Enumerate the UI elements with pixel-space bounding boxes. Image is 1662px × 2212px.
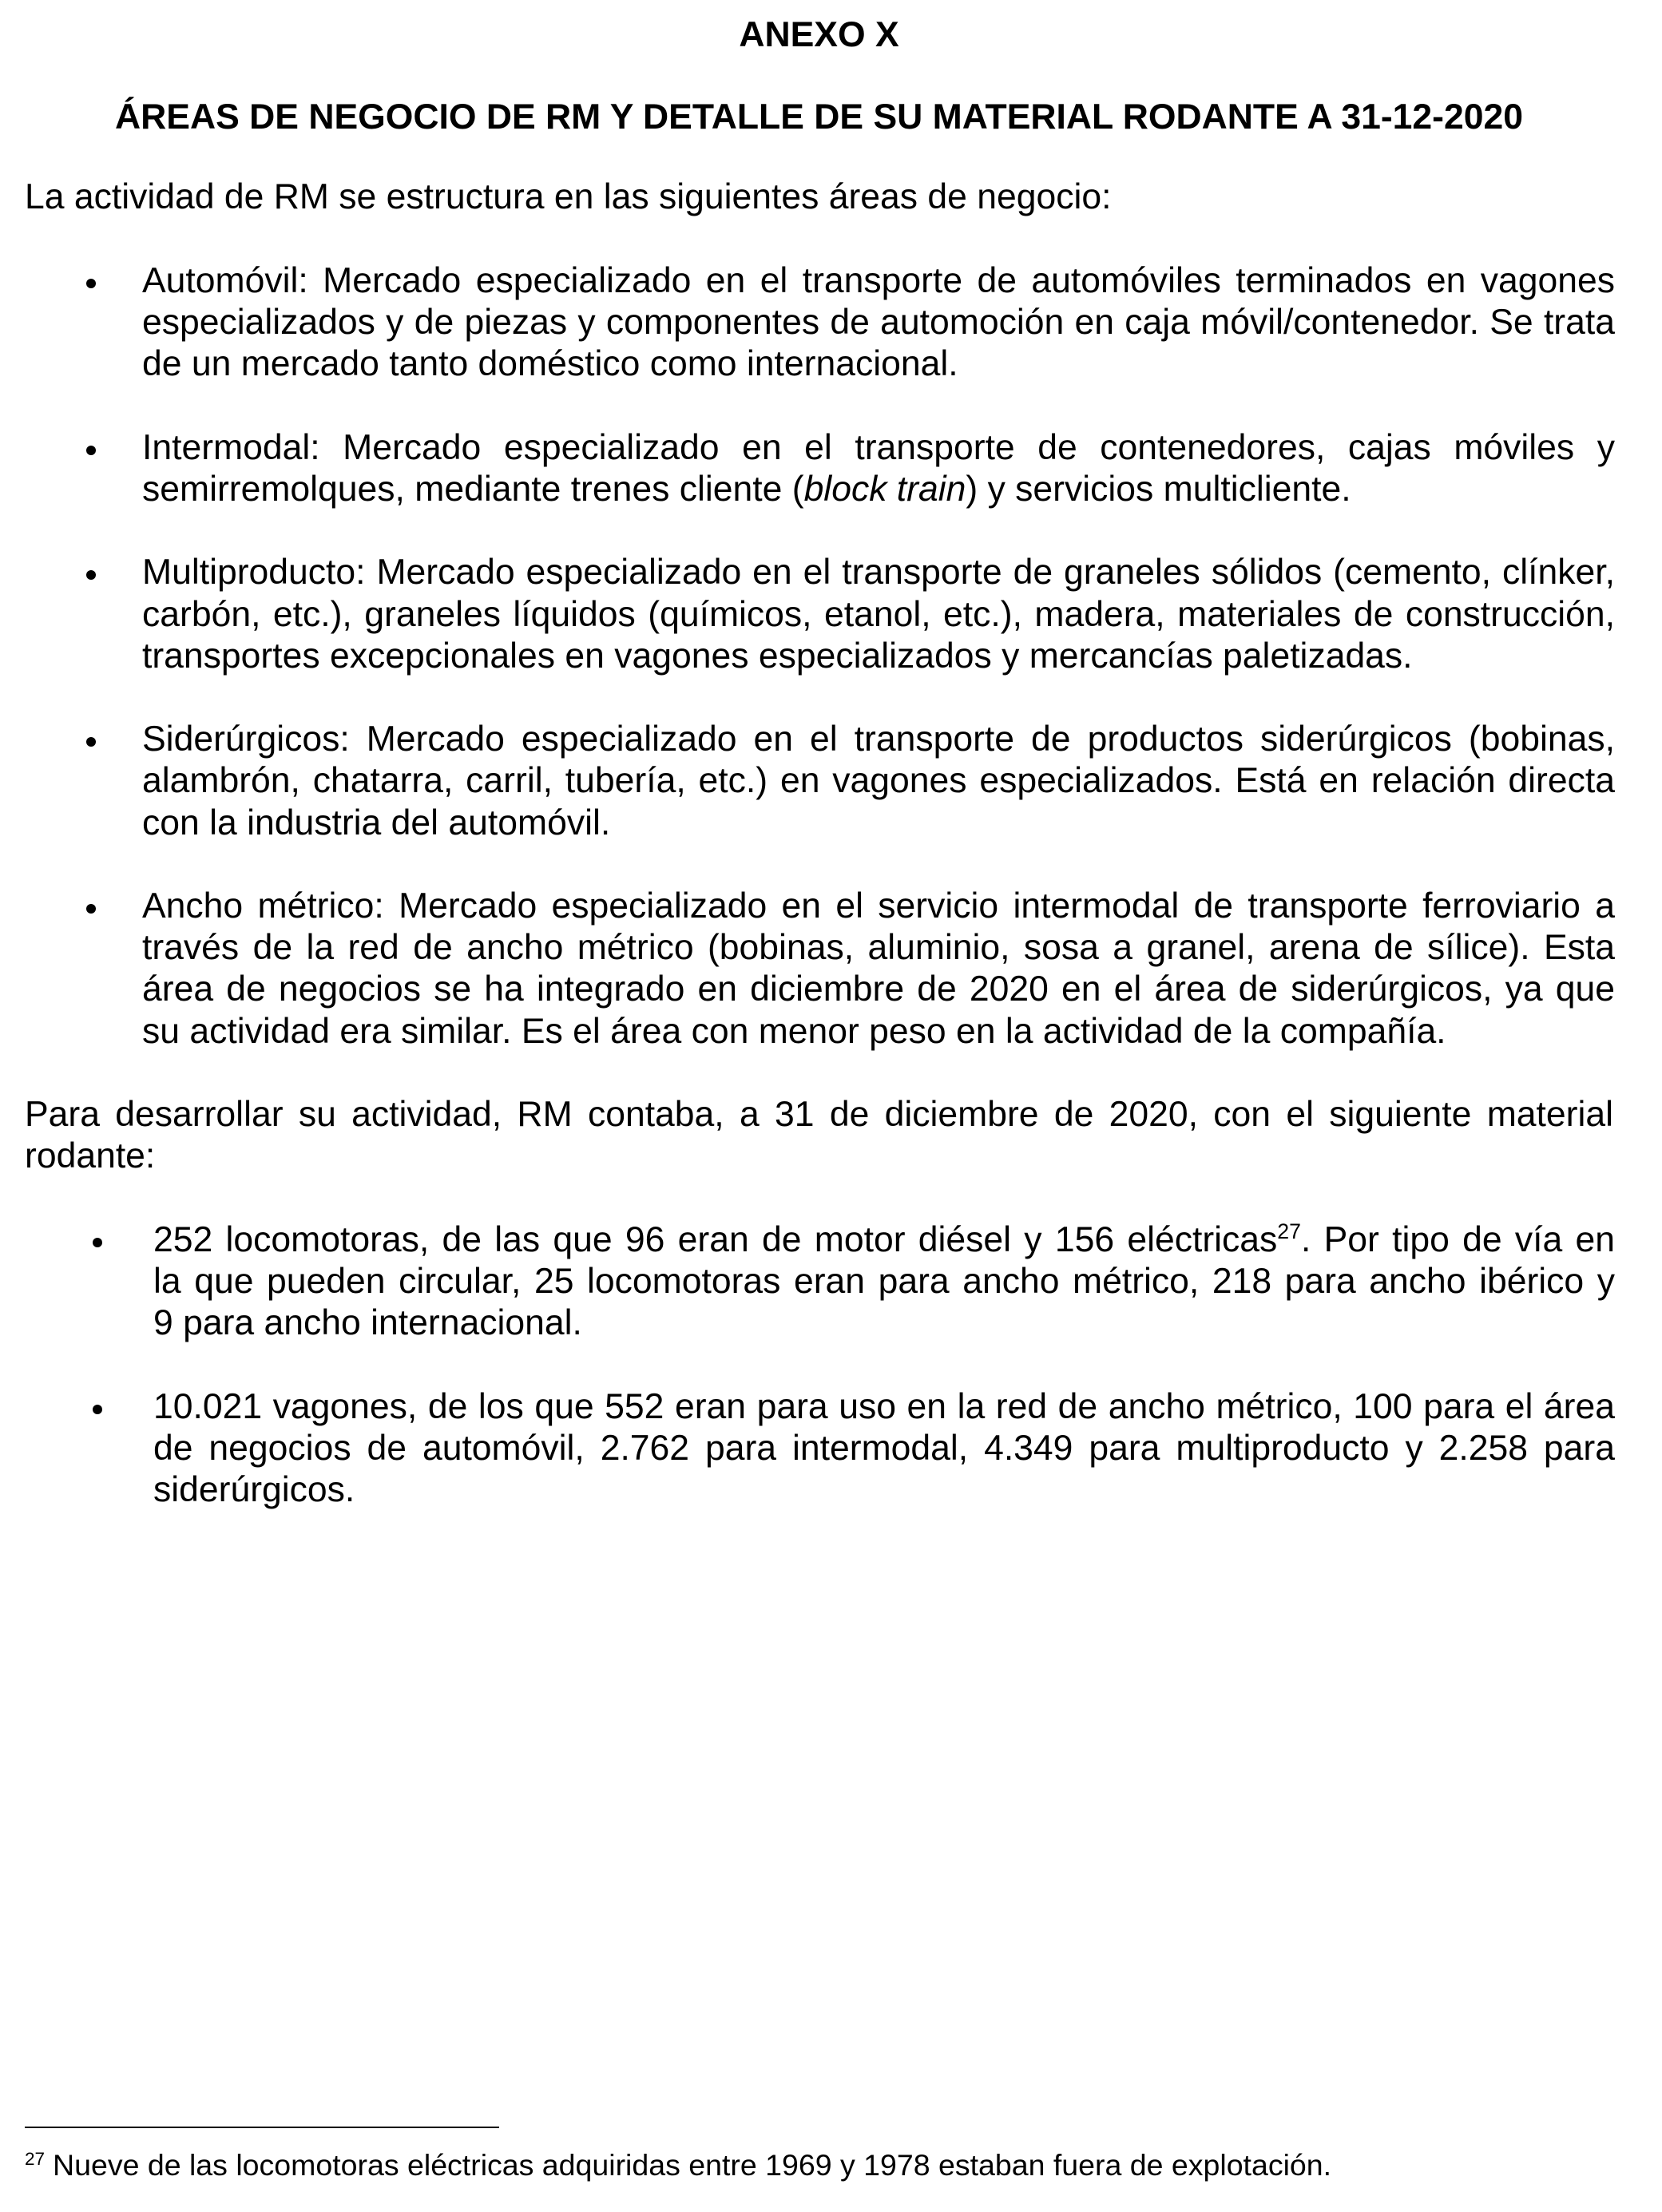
text-segment: semirremolques, mediante trenes cliente (	[142, 470, 804, 509]
text-line: Ancho métrico: Mercado especializado en el servicio intermodal de transporte ferroviario a	[142, 886, 1615, 926]
text-line	[142, 469, 1615, 510]
footnote-reference: 27	[1277, 1219, 1301, 1244]
annex-label: ANEXO X	[739, 15, 899, 54]
rolling-stock-wagons	[153, 1386, 1615, 1512]
business-area-multiproducto	[142, 552, 1615, 677]
footnote-separator	[25, 2127, 499, 2128]
text-line: carbón, etc.), graneles líquidos (químicos, etanol, etc.), madera, materiales de construcción,	[142, 594, 1615, 634]
bullet-icon	[86, 737, 96, 747]
text-line	[153, 1219, 1615, 1261]
text-line: Intermodal: Mercado especializado en el transporte de contenedores, cajas móviles y	[142, 427, 1615, 467]
footnote-text: Nueve de las locomotoras eléctricas adquiridas entre 1969 y 1978 estaban fuera de explotación.	[53, 2148, 1332, 2182]
text-segment: ) y servicios multicliente.	[966, 470, 1351, 509]
text-line: rodante:	[25, 1136, 156, 1176]
italic-term: block train	[803, 470, 966, 509]
text-line: Automóvil: Mercado especializado en el transporte de automóviles terminados en vagones	[142, 261, 1615, 300]
text-line: de un mercado tanto doméstico como internacional.	[142, 344, 958, 384]
text-line: 9 para ancho internacional.	[153, 1303, 582, 1343]
text-line: través de la red de ancho métrico (bobinas, aluminio, sosa a granel, arena de sílice). Esta	[142, 928, 1615, 968]
text-line: Para desarrollar su actividad, RM contaba, a 31 de diciembre de 2020, con el siguiente material	[25, 1095, 1613, 1134]
bullet-icon	[93, 1238, 102, 1247]
bullet-icon	[86, 570, 96, 580]
text-line: área de negocios se ha integrado en diciembre de 2020 en el área de siderúrgicos, ya que	[142, 969, 1615, 1009]
rolling-stock-locomotives	[153, 1219, 1615, 1345]
text-segment: 252 locomotoras, de las que 96 eran de motor diésel y 156 eléctricas	[153, 1220, 1278, 1259]
footnote	[25, 2148, 1331, 2182]
text-line: su actividad era similar. Es el área con menor peso en la actividad de la compañía.	[142, 1011, 1446, 1051]
text-line: transportes excepcionales en vagones especializados y mercancías paletizadas.	[142, 636, 1413, 676]
bullet-icon	[86, 446, 96, 455]
business-area-siderurgicos	[142, 719, 1615, 844]
text-segment: . Por tipo de vía en	[1300, 1220, 1615, 1259]
bullet-icon	[93, 1405, 102, 1414]
business-area-automovil	[142, 260, 1615, 386]
text-line: especializados y de piezas y componentes de automoción en caja móvil/contenedor. Se trata	[142, 303, 1615, 343]
bullet-icon	[86, 904, 96, 914]
page-title: ÁREAS DE NEGOCIO DE RM Y DETALLE DE SU MATERIAL RODANTE A 31-12-2020	[115, 97, 1523, 137]
business-area-intermodal	[142, 427, 1615, 510]
text-line: alambrón, chatarra, carril, tubería, etc.) en vagones especializados. Está en relación directa	[142, 761, 1615, 801]
text-line: con la industria del automóvil.	[142, 803, 611, 842]
text-line: Multiproducto: Mercado especializado en el transporte de graneles sólidos (cemento, clínker,	[142, 553, 1615, 593]
footnote-ref: 27	[25, 2148, 46, 2169]
text-line: 10.021 vagones, de los que 552 eran para uso en la red de ancho métrico, 100 para el área	[153, 1386, 1615, 1426]
intro-text: La actividad de RM se estructura en las siguientes áreas de negocio:	[25, 177, 1112, 216]
text-line: la que pueden circular, 25 locomotoras eran para ancho métrico, 218 para ancho ibérico y	[153, 1262, 1615, 1302]
text-line: siderúrgicos.	[153, 1470, 355, 1510]
text-line: Siderúrgicos: Mercado especializado en el transporte de productos siderúrgicos (bobinas,	[142, 719, 1615, 759]
fleet-paragraph	[25, 1094, 1613, 1177]
text-line: de negocios de automóvil, 2.762 para intermodal, 4.349 para multiproducto y 2.258 para	[153, 1429, 1615, 1468]
business-area-ancho-metrico	[142, 886, 1615, 1052]
business-areas-list	[0, 260, 1662, 1094]
bullet-icon	[86, 279, 96, 288]
rolling-stock-list	[0, 1219, 1662, 1553]
